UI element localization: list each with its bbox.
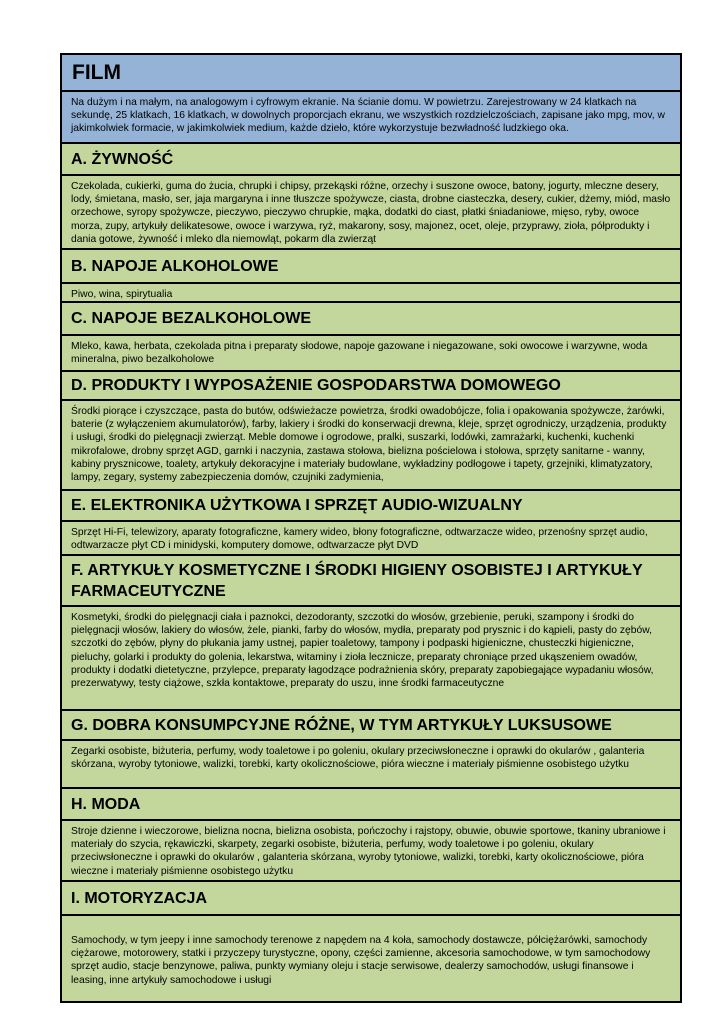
section-e-text: Sprzęt Hi-Fi, telewizory, aparaty fotograficzne, kamery wideo, błony fotograficzne, odtwarzacze wideo, przenośny sprzęt audio, odtwarzacze płyt CD i minidyski, komputery domowe, odtwarzacze płyt DVD: [62, 522, 680, 556]
section-f-title: F. ARTYKUŁY KOSMETYCZNE I ŚRODKI HIGIENY OSOBISTEJ I ARTYKUŁY FARMACEUTYCZNE: [62, 556, 680, 607]
film-title: FILM: [62, 55, 680, 92]
category-table: [60, 53, 682, 1003]
section-b-title: B. NAPOJE ALKOHOLOWE: [62, 250, 680, 284]
section-h-title: H. MODA: [62, 789, 680, 821]
section-h-text: Stroje dzienne i wieczorowe, bielizna nocna, bielizna osobista, pończochy i rajstopy, obuwie, obuwie sportowe, tkaniny ubraniowe i materiały do szycia, rękawiczki, skarpety, zegarki osobiste, biżuteria, perfumy, wody toaletowe i po goleniu, okulary przeciwsłoneczne i oprawki do okularów , galanteria skórzana, wyroby tytoniowe, walizki, torebki, karty okolicznościowe, pióra wieczne i materiały piśmienne osobistego użytku: [62, 821, 680, 882]
section-d-title: D. PRODUKTY I WYPOSAŻENIE GOSPODARSTWA DOMOWEGO: [62, 372, 680, 401]
section-a-title: A. ŻYWNOŚĆ: [62, 144, 680, 176]
film-description: Na dużym i na małym, na analogowym i cyfrowym ekranie. Na ścianie domu. W powietrzu. Zarejestrowany w 24 klatkach na sekundę, 25 klatkach, 16 klatkach, w dowolnych proporcjach ekranu, we wszystkich rozdzielczościach, zapisane jako mpg, mov, w jakimkolwiek formacie, w jakimkolwiek medium, każde dzieło, które wykorzystuje bezwładność ludzkiego oka.: [62, 92, 680, 144]
section-c-title: C. NAPOJE BEZALKOHOLOWE: [62, 303, 680, 336]
section-d-text: Środki piorące i czyszczące, pasta do butów, odświeżacze powietrza, środki owadobójcze, folia i opakowania spożywcze, żarówki, baterie (z wyłączeniem akumulatorów), farby, lakiery i środki do konserwacji drewna, kleje, sprzęt ogrodniczy, urządzenia, produkty i usługi, środki do pielęgnacji zwierząt. Meble domowe i ogrodowe, pralki, suszarki, lodówki, zamrażarki, kuchenki, kuchenki mikrofalowe, drobny sprzęt AGD, garnki i naczynia, zastawa stołowa, bielizna pościelowa i stołowa, sprzęty sanitarne - wanny, kabiny prysznicowe, toalety, artykuły dekoracyjne i materiały budowlane, wykładziny podłogowe i tapety, grzejniki, klimatyzatory, lampy, zegary, systemy zabezpieczenia domów, czujniki zadymienia,: [62, 401, 680, 491]
section-c-text: Mleko, kawa, herbata, czekolada pitna i preparaty słodowe, napoje gazowane i niegazowane, soki owocowe i warzywne, woda mineralna, piwo bezalkoholowe: [62, 336, 680, 372]
section-b-text: Piwo, wina, spirytualia: [62, 284, 680, 303]
section-i-text: Samochody, w tym jeepy i inne samochody terenowe z napędem na 4 koła, samochody dostawcze, półciężarówki, samochody ciężarowe, motorowery, statki i przyczepy turystyczne, opony, części zamienne, akcesoria samochodowe, w tym samochodowy sprzęt audio, stacje benzynowe, paliwa, punkty wymiany oleju i stacje serwisowe, dealerzy samochodów, usługi finansowe i leasing, inne artykuły samochodowe i usługi: [62, 916, 680, 1001]
section-g-title: G. DOBRA KONSUMPCYJNE RÓŻNE, W TYM ARTYKUŁY LUKSUSOWE: [62, 711, 680, 741]
section-i-title: I. MOTORYZACJA: [62, 882, 680, 916]
section-f-text: Kosmetyki, środki do pielęgnacji ciała i paznokci, dezodoranty, szczotki do włosów, grzebienie, peruki, szampony i środki do pielęgnacji włosów, lakiery do włosów, żele, pianki, farby do włosów, mydła, preparaty pod prysznic i do kąpieli, pasty do zębów, szczotki do zębów, płyny do płukania jamy ustnej, papier toaletowy, tampony i podpaski higieniczne, chusteczki higieniczne, pieluchy, golarki i produkty do golenia, lekarstwa, witaminy i zioła lecznicze, preparaty chroniące przed ukąszeniem owadów, produkty i dodatki dietetyczne, przylepce, preparaty łagodzące podrażnienia skóry, preparaty zapobiegające wypadaniu włosów, prezerwatywy, testy ciążowe, szkła kontaktowe, preparaty do uszu, inne środki farmaceutyczne: [62, 607, 680, 711]
section-a-text: Czekolada, cukierki, guma do żucia, chrupki i chipsy, przekąski różne, orzechy i suszone owoce, batony, jogurty, mleczne desery, lody, śmietana, masło, ser, jaja margaryna i inne tłuszcze spożywcze, ciasta, drobne ciasteczka, desery, cukier, dżemy, miód, masło orzechowe, syropy spożywcze, pieczywo, pieczywo chrupkie, mąka, dodatki do ciast, płatki śniadaniowe, mięso, ryby, owoce morza, zupy, artykuły delikatesowe, owoce i warzywa, ryż, makarony, sosy, majonez, ocet, oleje, przyprawy, zioła, półprodukty i dania gotowe, żywność i mleko dla niemowląt, pokarm dla zwierząt: [62, 176, 680, 250]
section-e-title: E. ELEKTRONIKA UŻYTKOWA I SPRZĘT AUDIO-WIZUALNY: [62, 491, 680, 522]
section-g-text: Zegarki osobiste, biżuteria, perfumy, wody toaletowe i po goleniu, okulary przeciwsłoneczne i oprawki do okularów , galanteria skórzana, wyroby tytoniowe, walizki, torebki, karty okolicznościowe, pióra wieczne i materiały piśmienne osobistego użytku: [62, 741, 680, 789]
